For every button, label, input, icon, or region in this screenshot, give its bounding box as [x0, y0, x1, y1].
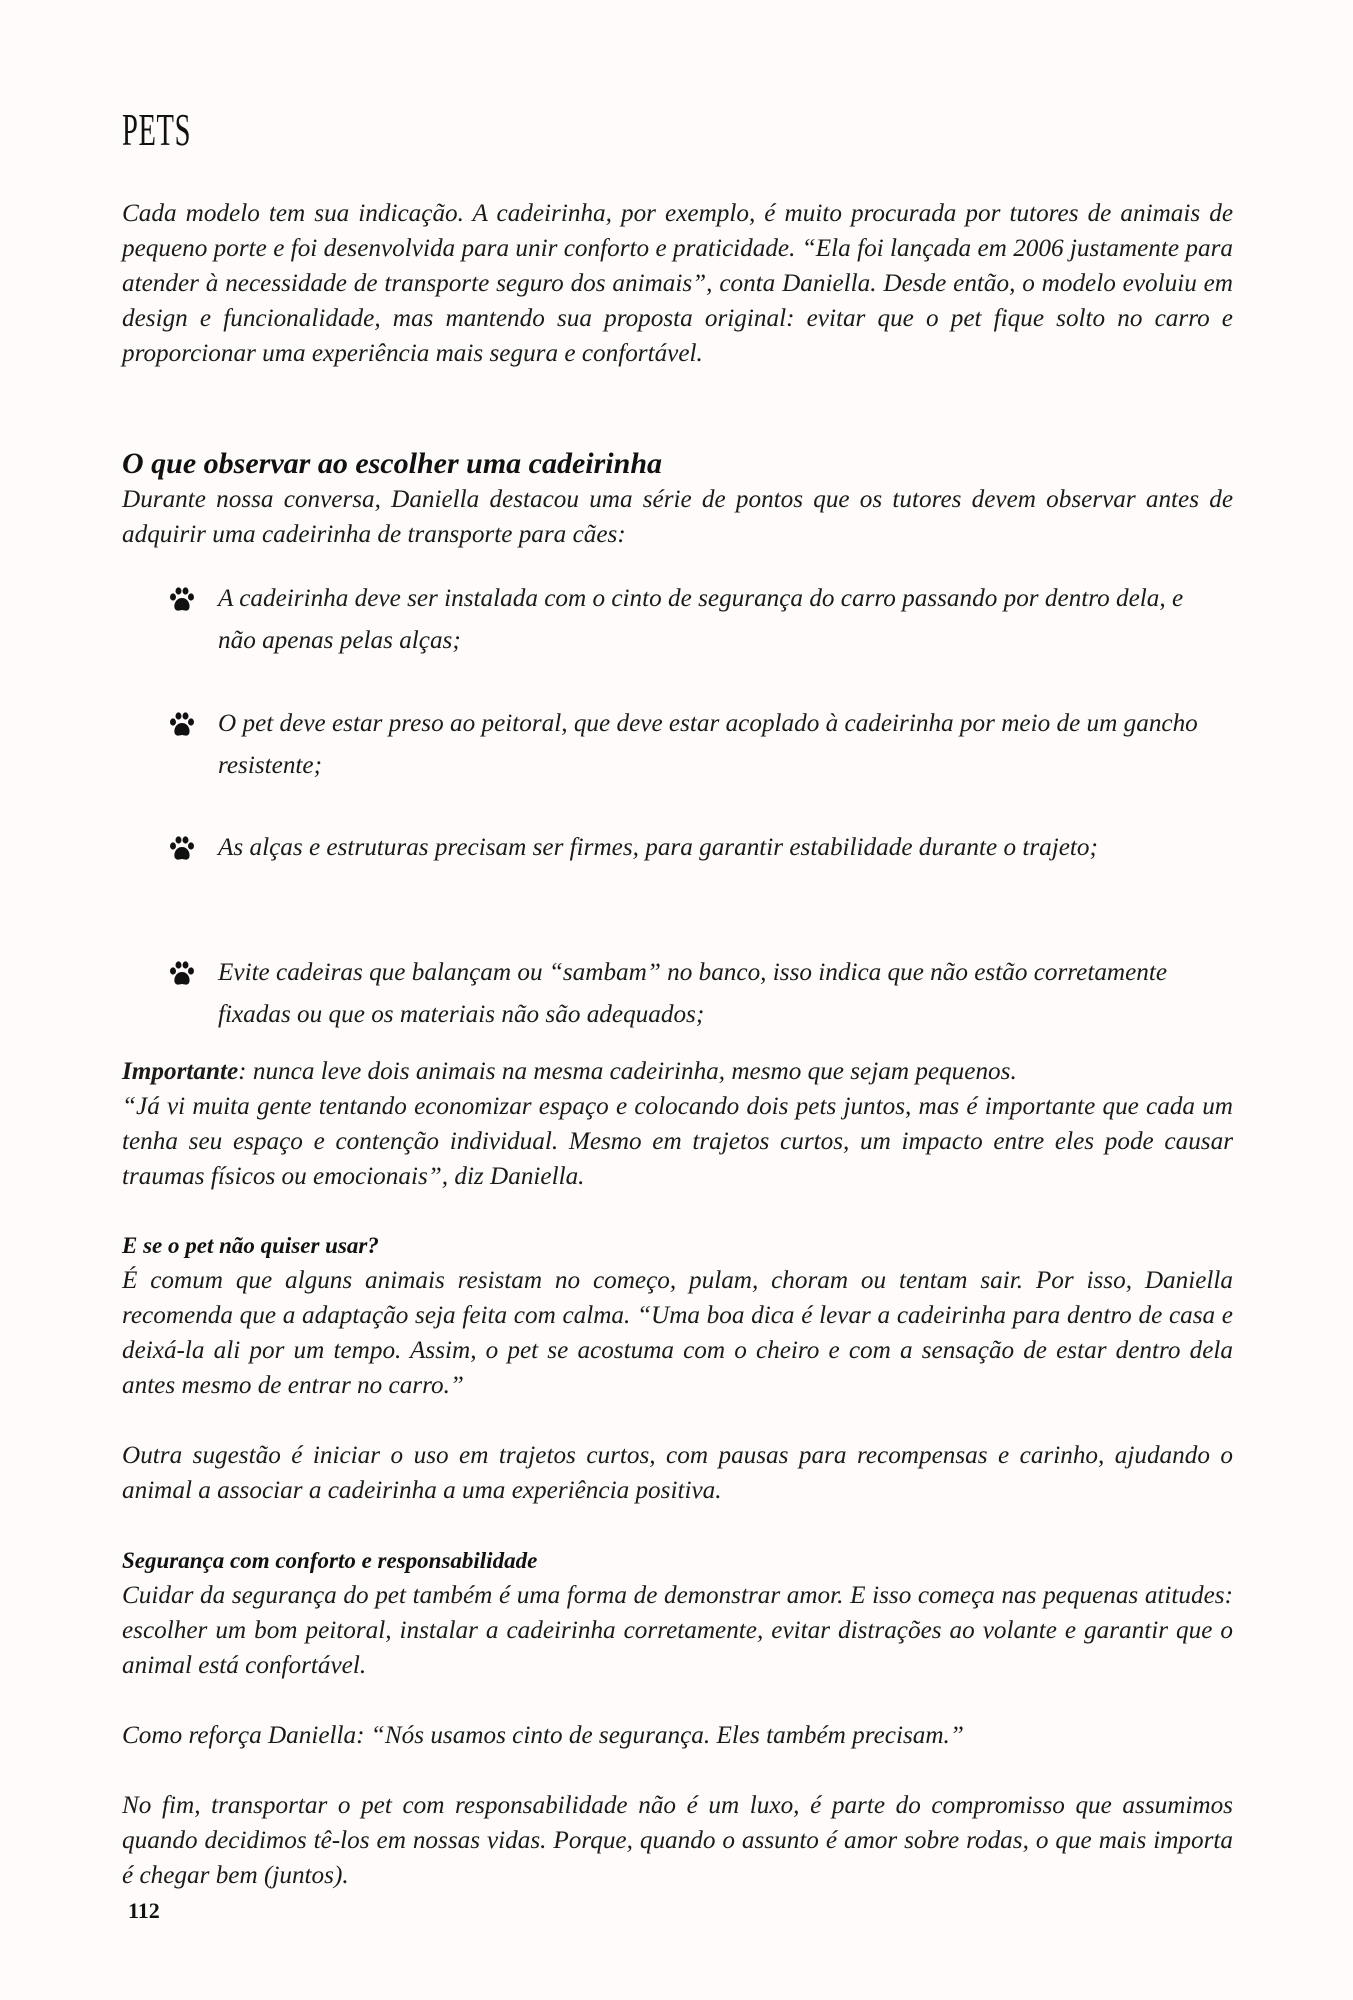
closing-paragraph: No fim, transportar o pet com responsabilidade não é um luxo, é parte do compromisso que assumimos quando decidimos tê-los em nossas vidas. Porque, quando o assunto é amor sobre rodas, o que mais importa é chegar bem (juntos). [122, 1792, 1233, 1889]
section-title: PETS [122, 104, 192, 155]
paw-print-icon [168, 835, 196, 863]
checklist-item-text: A cadeirinha deve ser instalada com o cinto de segurança do carro passando por dentro dela, e não apenas pelas alças; [218, 585, 1184, 654]
refuse-paragraph-2: Outra sugestão é iniciar o uso em trajetos curtos, com pausas para recompensas e carinho, ajudando o animal a associar a cadeirinha a uma experiência positiva. [122, 1442, 1233, 1504]
refuse-section [122, 1228, 1233, 1403]
section-heading-choose: O que observar ao escolher uma cadeirinha [122, 447, 662, 480]
choose-section [122, 446, 1233, 552]
intro-block [122, 196, 1233, 371]
safety-paragraph: Cuidar da segurança do pet também é uma forma de demonstrar amor. E isso começa nas pequenas atitudes: escolher um bom peitoral, instalar a cadeirinha corretamente, evitar distrações ao volante e garantir que o animal está confortável. [122, 1582, 1233, 1679]
important-text: : nunca leve dois animais na mesma cadeirinha, mesmo que sejam pequenos. [238, 1058, 1017, 1085]
checklist-item-text: Evite cadeiras que balançam ou “sambam” no banco, isso indica que não estão corretamente fixadas ou que os materiais não são adequados; [218, 959, 1168, 1028]
important-note [122, 1054, 1233, 1089]
safety-quote-block [122, 1718, 1233, 1753]
refuse-paragraph: É comum que alguns animais resistam no começo, pulam, choram ou tentam sair. Por isso, Daniella recomenda que a adaptação seja feita com calma. “Uma boa dica é levar a cadeirinha para dentro de casa e deixá-la ali por um tempo. Assim, o pet se acostuma com o cheiro e com a sensação de estar dentro dela antes mesmo de entrar no carro.” [122, 1267, 1233, 1399]
checklist-item-text: As alças e estruturas precisam ser firmes, para garantir estabilidade durante o trajeto; [218, 834, 1098, 861]
important-block [122, 1054, 1233, 1194]
section-heading-safety: Segurança com conforto e responsabilidade [122, 1548, 538, 1573]
choose-lead-paragraph: Durante nossa conversa, Daniella destacou uma série de pontos que os tutores devem observar antes de adquirir uma cadeirinha de transporte para cães: [122, 486, 1233, 548]
refuse-section-continued [122, 1438, 1233, 1508]
section-heading-refuse: E se o pet não quiser usar? [122, 1233, 379, 1258]
paw-print-icon [168, 586, 196, 614]
safety-quote: Como reforça Daniella: “Nós usamos cinto de segurança. Eles também precisam.” [122, 1722, 964, 1749]
closing-block [122, 1788, 1233, 1893]
safety-section [122, 1543, 1233, 1683]
paw-print-icon [168, 711, 196, 739]
paw-print-icon [168, 960, 196, 988]
checklist-item-text: O pet deve estar preso ao peitoral, que deve estar acoplado à cadeirinha por meio de um gancho resistente; [218, 710, 1198, 779]
intro-paragraph: Cada modelo tem sua indicação. A cadeirinha, por exemplo, é muito procurada por tutores de animais de pequeno porte e foi desenvolvida para unir conforto e praticidade. “Ela foi lançada em 2006 justamente para atender à necessidade de transporte seguro dos animais”, conta Daniella. Desde então, o modelo evoluiu em design e funcionalidade, mas mantendo sua proposta original: evitar que o pet fique solto no carro e proporcionar uma experiência mais segura e confortável. [122, 200, 1233, 367]
important-quote: “Já vi muita gente tentando economizar espaço e colocando dois pets juntos, mas é importante que cada um tenha seu espaço e contenção individual. Mesmo em trajetos curtos, um impacto entre eles pode causar traumas físicos ou emocionais”, diz Daniella. [122, 1093, 1233, 1190]
page-number: 112 [128, 1898, 160, 1923]
important-label: Importante [122, 1058, 239, 1085]
